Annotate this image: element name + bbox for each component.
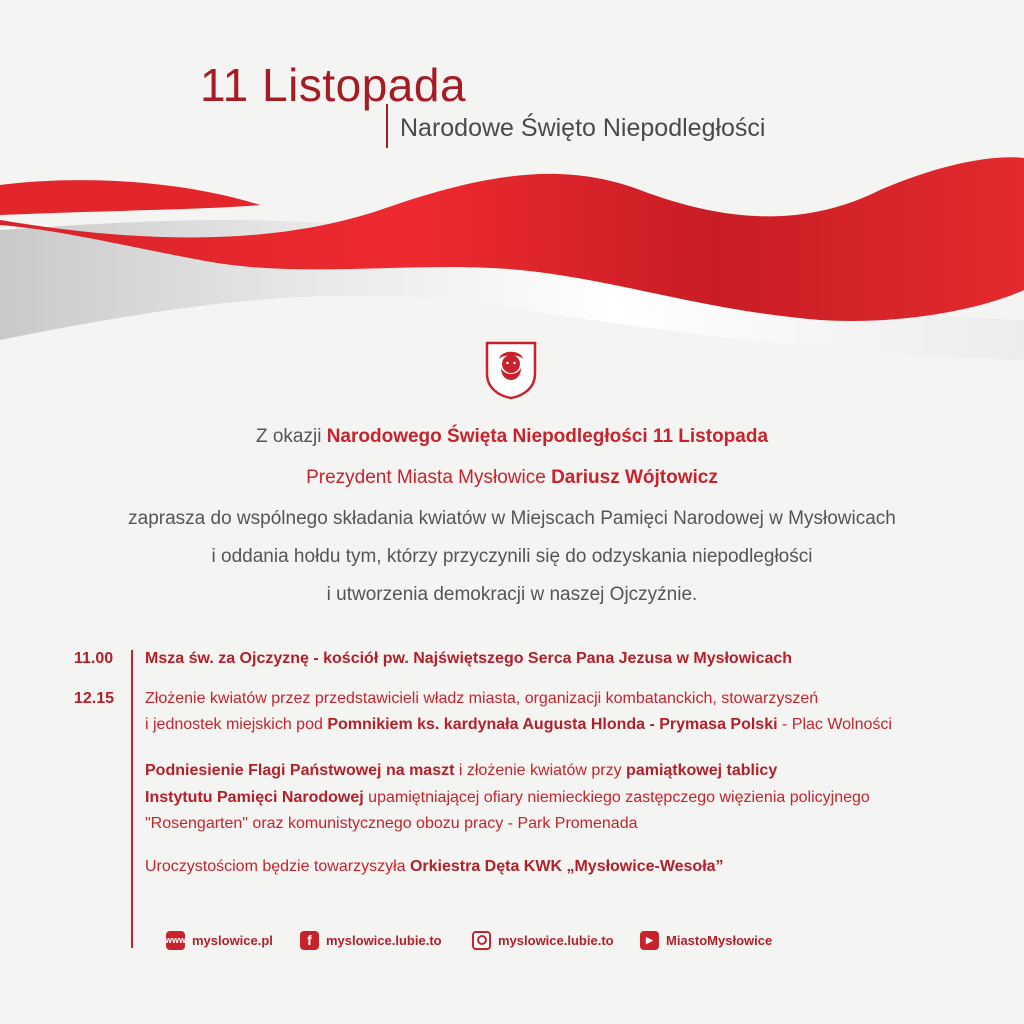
footer-website-label: myslowice.pl	[192, 932, 273, 948]
program-item-3-line-3: "Rosengarten" oraz komunistycznego obozu pracy - Park Promenada	[145, 815, 638, 832]
footer-website-link[interactable]	[166, 928, 273, 952]
www-icon: www	[166, 931, 185, 950]
timeline-divider	[131, 650, 133, 948]
intro-president-name: Dariusz Wójtowicz	[551, 467, 718, 488]
footer-youtube-link[interactable]	[640, 928, 772, 952]
footer-instagram-label: myslowice.lubie.to	[498, 932, 614, 948]
program-monument: Pomnikiem ks. kardynała Augusta Hlonda - Prymasa Polski	[327, 716, 778, 733]
program-item-2-line-2	[145, 716, 892, 734]
footer-youtube-label: MiastoMysłowice	[666, 932, 773, 948]
intro-line-4: i oddania hołdu tym, którzy przyczynili się do odzyskania niepodległości	[211, 546, 813, 567]
instagram-icon	[472, 931, 491, 950]
subtitle-divider	[386, 104, 765, 148]
program-plaque: pamiątkowej tablicy	[626, 762, 778, 779]
time-1100: 11.00	[74, 650, 114, 667]
program-place: - Plac Wolności	[777, 716, 892, 733]
time-1215: 12.15	[74, 690, 115, 707]
city-crest-icon	[483, 340, 539, 400]
intro-line-3: zaprasza do wspólnego składania kwiatów w Miejscach Pamięci Narodowej w Mysłowicach	[128, 508, 896, 529]
program-ipn: Instytutu Pamięci Narodowej	[145, 789, 364, 806]
program-item-1-text: Msza św. za Ojczyznę - kościół pw. Najświętszego Serca Pana Jezusa w Mysłowicach	[145, 650, 793, 667]
program-flag-raising: Podniesienie Flagi Państwowej na maszt	[145, 762, 455, 779]
program-item-2-line-1: Złożenie kwiatów przez przedstawicieli władz miasta, organizacji kombatanckich, stowarzyszeń	[145, 690, 819, 707]
program-orchestra: Orkiestra Dęta KWK „Mysłowice-Wesoła”	[409, 858, 724, 875]
program-text: i złożenie kwiatów przy	[454, 762, 627, 779]
program-item-4	[145, 858, 724, 876]
intro-holiday-name: Narodowego Święta Niepodległości 11 Listopada	[326, 426, 769, 447]
footer-instagram-link[interactable]	[472, 928, 614, 952]
program-item-3-line-2	[145, 789, 870, 807]
page-subtitle: Narodowe Święto Niepodległości	[400, 114, 766, 142]
footer-facebook-label: myslowice.lubie.to	[326, 932, 442, 948]
intro-line-1	[0, 426, 1024, 448]
youtube-icon: ▶	[640, 931, 659, 950]
program-item-1	[145, 650, 792, 668]
facebook-icon: f	[300, 931, 319, 950]
intro-line-2	[0, 467, 1024, 489]
intro-president-title: Prezydent Miasta Mysłowice	[306, 467, 552, 488]
program-text: i jednostek miejskich pod	[145, 716, 328, 733]
polish-flag-ribbon	[0, 150, 1024, 370]
program-text: upamiętniającej ofiary niemieckiego zastępczego więzienia policyjnego	[363, 789, 870, 806]
footer-facebook-link[interactable]	[300, 928, 442, 952]
page-title: 11 Listopada	[200, 59, 467, 111]
program-item-3-line-1	[145, 762, 777, 780]
intro-text: Z okazji	[255, 426, 327, 447]
program-text: Uroczystościom będzie towarzyszyła	[145, 858, 410, 875]
intro-line-5: i utworzenia demokracji w naszej Ojczyźnie.	[326, 584, 698, 605]
